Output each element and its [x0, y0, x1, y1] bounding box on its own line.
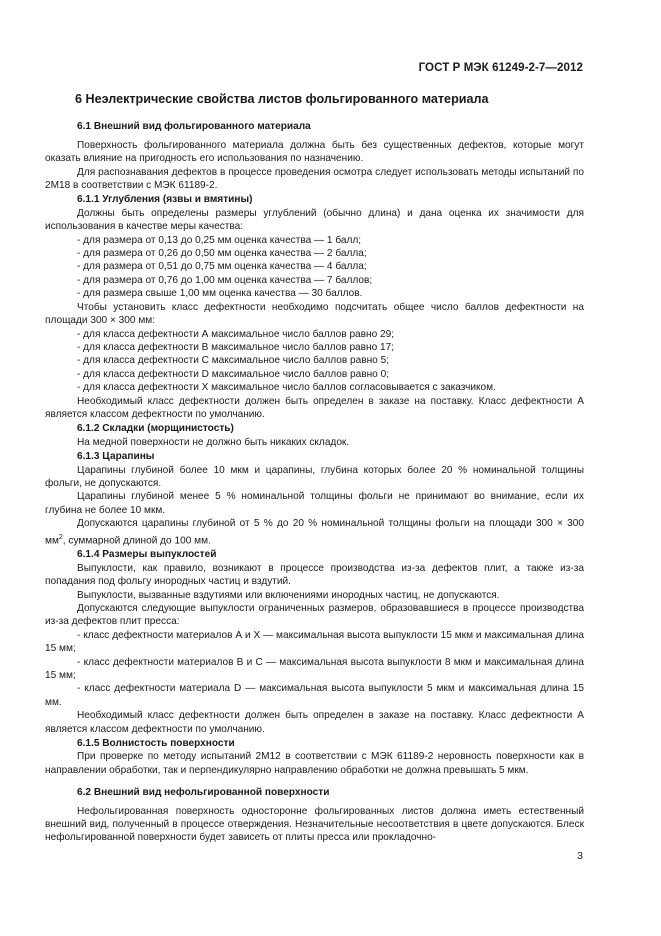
list-item: - для класса дефектности D максимальное число баллов равно 0;	[77, 368, 390, 380]
list-item: - для размера от 0,13 до 0,25 мм оценка качества — 1 балл;	[77, 234, 362, 246]
text-run: , суммарной длиной до 100 мм.	[62, 534, 211, 546]
document-body	[45, 92, 584, 845]
paragraph: Царапины глубиной более 10 мкм и царапины, глубина которых более 20 % номинальной толщины фольги, не допускаются.	[45, 464, 584, 489]
subsection-title-6-2: 6.2 Внешний вид нефольгированной поверхности	[77, 787, 330, 799]
page-number: 3	[577, 850, 583, 862]
paragraph: На медной поверхности не должно быть никаких складок.	[77, 436, 350, 448]
paragraph: Выпуклости, как правило, возникают в процессе производства из-за дефектов плит, а также из-за попадания под фольгу инородных частиц и вздутий.	[45, 562, 584, 588]
paragraph: Поверхность фольгированного материала должна быть без существенных дефектов, которые могут оказать влияние на пригодность его использования по назначению.	[45, 139, 584, 165]
list-item: - для размера от 0,26 до 0,50 мм оценка качества — 2 балла;	[77, 248, 367, 260]
subsection-title-6-1-5: 6.1.5 Волнистость поверхности	[77, 738, 235, 750]
document-header: ГОСТ Р МЭК 61249-2-7—2012	[418, 62, 583, 74]
paragraph: Необходимый класс дефектности должен быть определен в заказе на поставку. Класс дефектности А является классом дефектности по умолчанию.	[45, 710, 584, 735]
list-item: - для класса дефектности X максимальное число баллов согласовывается с заказчиком.	[77, 382, 496, 394]
subsection-title-6-1-3: 6.1.3 Царапины	[77, 451, 155, 463]
subsection-title-6-1-2: 6.1.2 Складки (морщинистость)	[77, 423, 234, 435]
list-item: - для класса дефектности А максимальное число баллов равно 29;	[77, 328, 395, 340]
subsection-title-6-1: 6.1 Внешний вид фольгированного материала	[77, 121, 311, 133]
paragraph: Необходимый класс дефектности должен быть определен в заказе на поставку. Класс дефектности А является классом дефектности по умолчанию.	[45, 395, 584, 420]
list-item: - класс дефектности материалов В и С — максимальная высота выпуклости 8 мкм и максимальная длина 15 мм;	[45, 656, 584, 682]
list-item: - класс дефектности материалов А и X — максимальная высота выпуклости 15 мкм и максимальная длина 15 мм;	[45, 629, 584, 655]
list-item: - для размера от 0,76 до 1,00 мм оценка качества — 7 баллов;	[77, 274, 373, 286]
paragraph: Должны быть определены размеры углублений (обычно длина) и дана оценка их значимости для использования в качестве меры качества:	[45, 207, 584, 233]
list-item: - класс дефектности материала D — максимальная высота выпуклости 5 мкм и максимальная длина 15 мм.	[45, 683, 584, 708]
list-item: - для класса дефектности В максимальное число баллов равно 17;	[77, 341, 395, 353]
paragraph: Выпуклости, вызванные вздутиями или включениями инородных частиц, не допускаются.	[77, 589, 500, 601]
list-item: - для размера от 0,51 до 0,75 мм оценка качества — 4 балла;	[77, 261, 367, 273]
text-run: Допускаются царапины глубиной от 5 % до 20 % номинальной толщины фольги на площади 300 × 300 мм	[45, 518, 584, 546]
superscript: 2	[58, 533, 63, 541]
paragraph: Чтобы установить класс дефектности необходимо подсчитать общее число баллов дефектности на площади 300 × 300 мм:	[45, 301, 584, 327]
subsection-title-6-1-1: 6.1.1 Углубления (язвы и вмятины)	[77, 194, 253, 206]
paragraph: Допускаются следующие выпуклости ограниченных размеров, образовавшиеся в процессе производства из-за дефектов плит пресса:	[45, 602, 584, 628]
list-item: - для класса дефектности С максимальное число баллов равно 5;	[77, 355, 390, 367]
paragraph: Нефольгированная поверхность односторонне фольгированных листов должна иметь естественный внешний вид, полученный в процессе отверждения. Незначительные несоответствия в цвете допускаются. Блеск нефольгированной поверхности будет зависеть от плиты пресса или прокладочно-	[45, 805, 584, 844]
list-item: - для размера свыше 1,00 мм оценка качества — 30 баллов.	[77, 288, 363, 300]
paragraph: Царапины глубиной менее 5 % номинальной толщины фольги не принимают во внимание, если их глубина не более 10 мкм.	[45, 491, 584, 516]
section-6-1	[45, 120, 584, 844]
paragraph: При проверке по методу испытаний 2М12 в соответствии с МЭК 61189-2 неровность поверхности как в направлении обработки, так и перпендикулярно направлению обработки не должна превышать 5 мкм.	[45, 751, 584, 776]
subsection-title-6-1-4: 6.1.4 Размеры выпуклостей	[77, 549, 217, 561]
section-title: 6 Неэлектрические свойства листов фольгированного материала	[75, 92, 489, 106]
paragraph	[45, 517, 584, 547]
paragraph: Для распознавания дефектов в процессе проведения осмотра следует использовать методы испытаний по 2М18 в соответствии с МЭК 61189-2.	[45, 166, 584, 192]
